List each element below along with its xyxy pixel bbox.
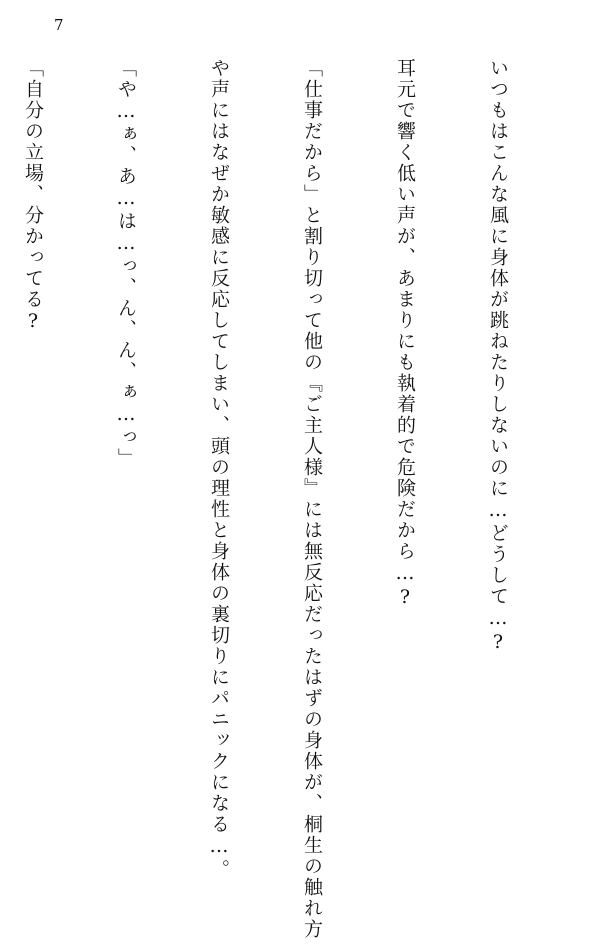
- text-line: 耳元で響く低い声が、あまりにも執着的で危険だから…?: [394, 58, 416, 610]
- vertical-text-body: [0, 58, 575, 940]
- text-line: いつもはこんな風に身体が跳ねたりしないのに…どうして…?: [487, 58, 509, 655]
- text-line: や声にはなぜか敏感に反応してしまい、頭の理性と身体の裏切りにパニックになる…。: [208, 58, 230, 880]
- text-line: 「や…ぁ、あ…は…っ、ん、ん、ぁ…っ」: [115, 58, 137, 469]
- page-number: 7: [54, 16, 64, 34]
- text-line: 「仕事だから」と割り切って他の『ご主人様』には無反応だったはずの身体が、桐生の触れ方: [301, 58, 323, 940]
- text-line: 「自分の立場、分かってる?: [22, 58, 44, 334]
